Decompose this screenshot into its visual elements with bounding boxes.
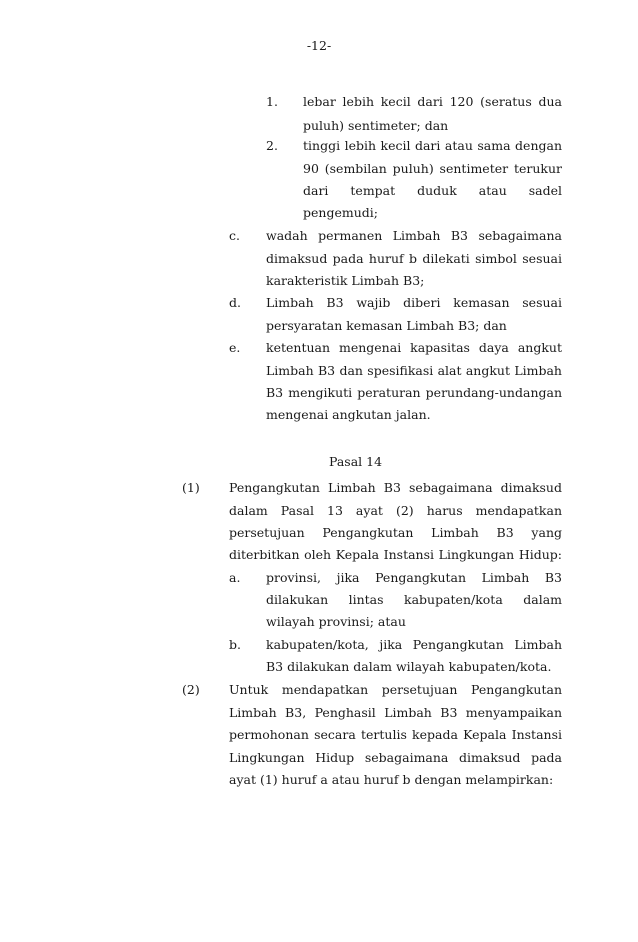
- ayat-marker: (1): [182, 480, 200, 495]
- list-item-line: Limbah B3 wajib diberi kemasan sesuai: [266, 295, 562, 310]
- paragraph-line: ayat (1) huruf a atau huruf b dengan melampirkan:: [229, 772, 554, 787]
- list-item-line: tinggi lebih kecil dari atau sama dengan: [303, 138, 562, 153]
- list-marker: 2.: [266, 138, 278, 153]
- list-item-line: dilakukan lintas kabupaten/kota dalam: [266, 592, 562, 607]
- list-item-line: pengemudi;: [303, 205, 378, 220]
- ayat-marker: (2): [182, 682, 200, 697]
- list-item-line: persyaratan kemasan Limbah B3; dan: [266, 318, 507, 333]
- list-item-line: dimaksud pada huruf b dilekati simbol sesuai: [266, 251, 562, 266]
- list-item-line: lebar lebih kecil dari 120 (seratus dua: [303, 94, 562, 109]
- list-marker: b.: [229, 637, 241, 652]
- page-number: -12-: [306, 38, 332, 53]
- paragraph-line: diterbitkan oleh Kepala Instansi Lingkungan Hidup:: [229, 547, 562, 562]
- list-item-line: wilayah provinsi; atau: [266, 614, 406, 629]
- list-marker: d.: [229, 295, 241, 310]
- list-marker: 1.: [266, 94, 278, 109]
- list-item-line: B3 mengikuti peraturan perundang-undangan: [266, 385, 562, 400]
- list-item-line: kabupaten/kota, jika Pengangkutan Limbah: [266, 637, 562, 652]
- list-item-line: mengenai angkutan jalan.: [266, 407, 431, 422]
- paragraph-line: permohonan secara tertulis kepada Kepala Instansi: [229, 727, 562, 742]
- list-item-line: Limbah B3 dan spesifikasi alat angkut Limbah: [266, 363, 562, 378]
- list-item-line: wadah permanen Limbah B3 sebagaimana: [266, 228, 562, 243]
- paragraph-line: Pengangkutan Limbah B3 sebagaimana dimaksud: [229, 480, 562, 495]
- list-item-line: 90 (sembilan puluh) sentimeter terukur: [303, 161, 562, 176]
- list-item-line: karakteristik Limbah B3;: [266, 273, 425, 288]
- list-item-line: dari tempat duduk atau sadel: [303, 183, 562, 198]
- paragraph-line: Limbah B3, Penghasil Limbah B3 menyampaikan: [229, 705, 562, 720]
- paragraph-line: persetujuan Pengangkutan Limbah B3 yang: [229, 525, 562, 540]
- list-marker: a.: [229, 570, 241, 585]
- list-item-line: puluh) sentimeter; dan: [303, 118, 449, 133]
- list-item-line: B3 dilakukan dalam wilayah kabupaten/kota.: [266, 659, 552, 674]
- list-item-line: provinsi, jika Pengangkutan Limbah B3: [266, 570, 562, 585]
- article-heading: Pasal 14: [329, 454, 383, 469]
- paragraph-line: Lingkungan Hidup sebagaimana dimaksud pada: [229, 750, 562, 765]
- paragraph-line: Untuk mendapatkan persetujuan Pengangkutan: [229, 682, 562, 697]
- list-item-line: ketentuan mengenai kapasitas daya angkut: [266, 340, 562, 355]
- paragraph-line: dalam Pasal 13 ayat (2) harus mendapatkan: [229, 503, 562, 518]
- list-marker: e.: [229, 340, 241, 355]
- list-marker: c.: [229, 228, 240, 243]
